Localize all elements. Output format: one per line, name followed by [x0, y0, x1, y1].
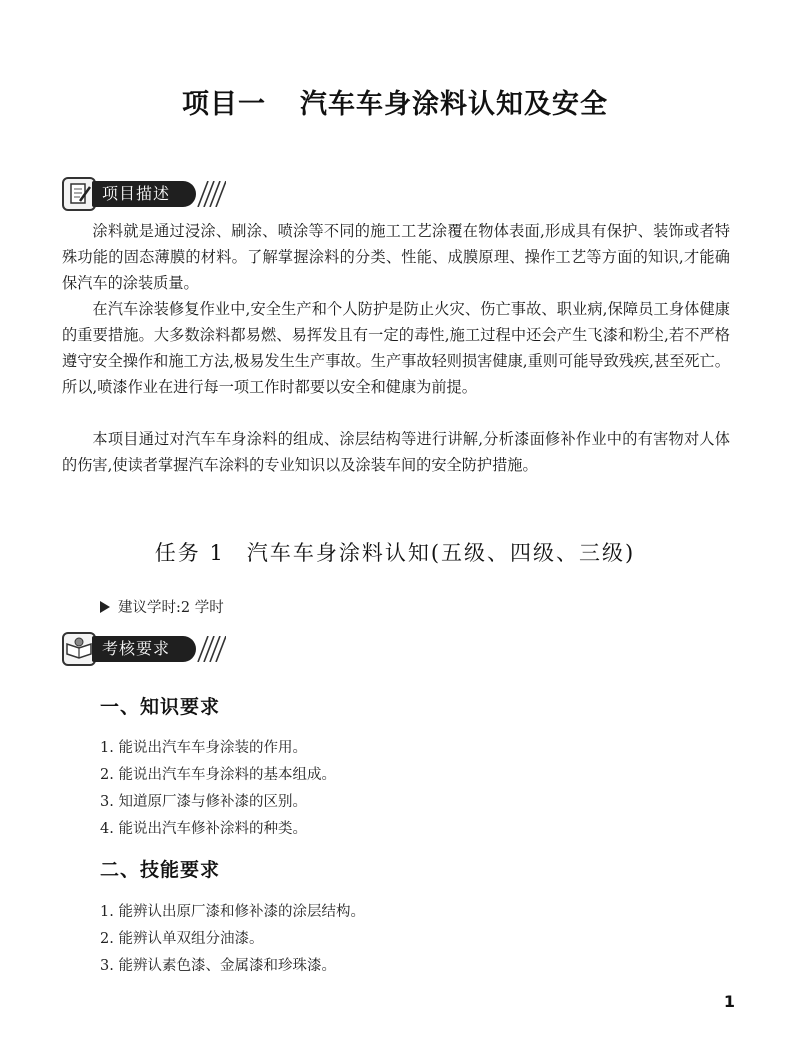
- page-number: 1: [723, 992, 735, 1011]
- description-paragraph-2: 在汽车涂装修复作业中,安全生产和个人防护是防止火灾、伤亡事故、职业病,保障员工身体健康的重要措施。大多数涂料都易燃、易挥发且有一定的毒性,施工过程中还会产生飞漆和粉尘,若不严格遵守安全操作和施工方法,极易发生生产事故。生产事故轻则损害健康,重则可能导致残疾,甚至死亡。所以,喷漆作业在进行每一项工作时都要以安全和健康为前提。: [62, 300, 730, 396]
- task-number: 任务 1: [154, 541, 225, 565]
- skills-heading: 二、技能要求: [100, 859, 221, 881]
- stripes-decoration: [194, 181, 226, 207]
- hours-text: 建议学时:2 学时: [118, 600, 224, 616]
- task-title: [0, 537, 790, 567]
- knowledge-item: 3. 知道原厂漆与修补漆的区别。: [100, 794, 307, 810]
- notebook-pencil-icon: [62, 177, 96, 211]
- skills-item: 2. 能辨认单双组分油漆。: [100, 931, 264, 947]
- knowledge-item: 1. 能说出汽车车身涂装的作用。: [100, 740, 307, 756]
- description-paragraph-3: 本项目通过对汽车车身涂料的组成、涂层结构等进行讲解,分析漆面修补作业中的有害物对人体的伤害,使读者掌握汽车涂料的专业知识以及涂装车间的安全防护措施。: [62, 430, 730, 474]
- knowledge-item: 4. 能说出汽车修补涂料的种类。: [100, 821, 307, 837]
- section-banner-assessment: [62, 632, 222, 666]
- section-label: 项目描述: [92, 181, 196, 207]
- project-name: 汽车车身涂料认知及安全: [300, 89, 608, 120]
- project-number: 项目一: [182, 89, 266, 120]
- suggested-hours: [100, 596, 224, 617]
- task-name: 汽车车身涂料认知(五级、四级、三级): [246, 541, 636, 565]
- skills-item: 1. 能辨认出原厂漆和修补漆的涂层结构。: [100, 904, 365, 920]
- section-label: 考核要求: [92, 636, 196, 662]
- knowledge-item: 2. 能说出汽车车身涂料的基本组成。: [100, 767, 336, 783]
- open-book-icon: [62, 632, 96, 666]
- triangle-bullet-icon: [100, 601, 110, 613]
- description-paragraph-1: 涂料就是通过浸涂、刷涂、喷涂等不同的施工工艺涂覆在物体表面,形成具有保护、装饰或者特殊功能的固态薄膜的材料。了解掌握涂料的分类、性能、成膜原理、操作工艺等方面的知识,才能确保汽车的涂装质量。: [62, 222, 730, 292]
- project-title: [0, 82, 790, 121]
- knowledge-heading: 一、知识要求: [100, 696, 221, 718]
- section-banner-description: [62, 177, 222, 211]
- stripes-decoration: [194, 636, 226, 662]
- skills-item: 3. 能辨认素色漆、金属漆和珍珠漆。: [100, 958, 336, 974]
